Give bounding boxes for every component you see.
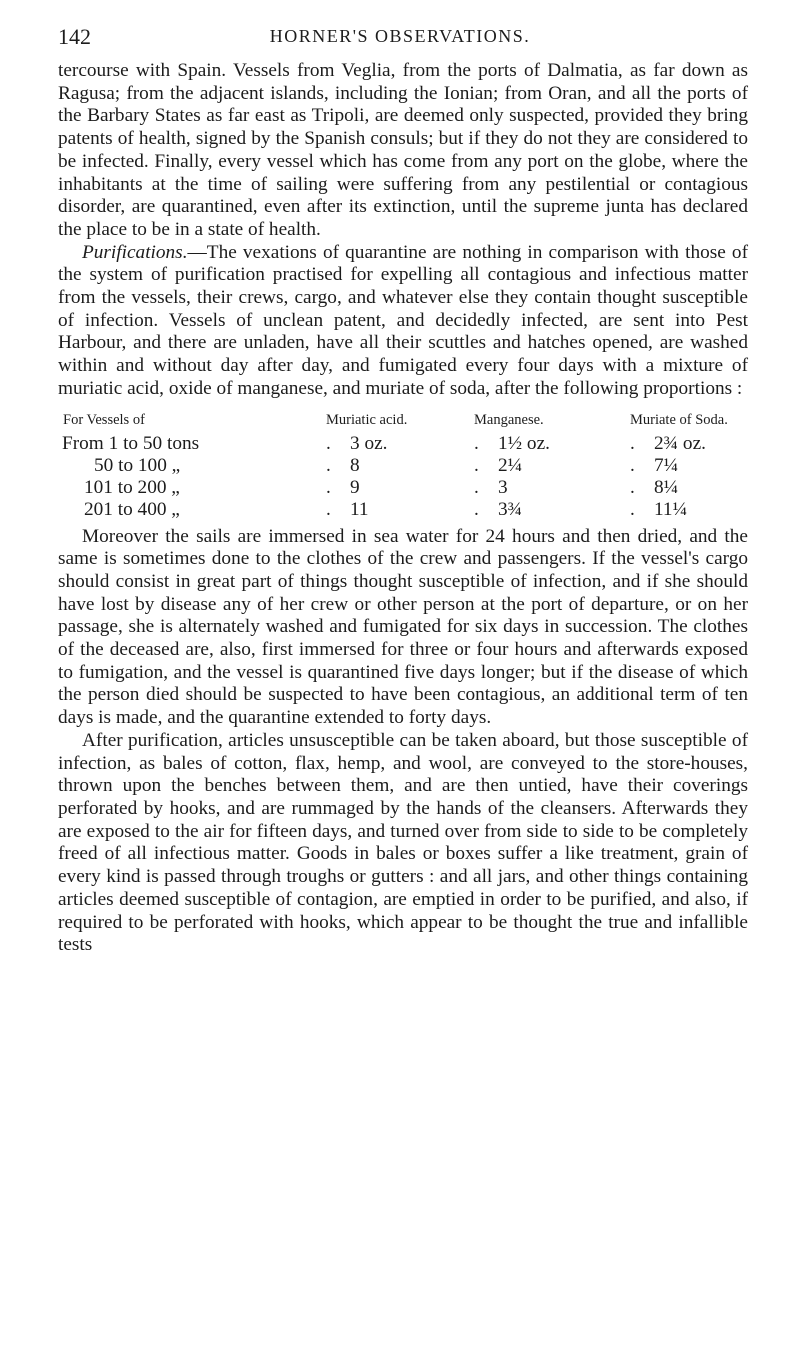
cell-soda: 8¼	[654, 476, 679, 498]
section-lead-in: Purifications.	[82, 241, 188, 263]
col-header-soda: Muriate of Soda.	[630, 411, 728, 428]
cell-soda: 7¼	[654, 454, 679, 476]
running-head: HORNER'S OBSERVATIONS.	[269, 26, 531, 46]
cell-vessels: 101 to 200 „	[84, 476, 180, 498]
cell-muriatic: 11	[350, 498, 369, 520]
paragraph-1: tercourse with Spain. Vessels from Veglia, from the ports of Dalmatia, as far down as Ragusa; from the adjacent islands, including the Ionian; from Oran, and all the ports of the Barbary States as far east as Tripoli, are deemed only suspected, provided they bring patents of health, signed by the Spanish consuls; but if they do not they are considered to be infected. Finally, every vessel which has come from any port on the globe, where the inhabitants at the time of sailing were suffering from any pestilential or contagious disorder, are quarantined, even after its extinction, until the supreme junta has declared the place to be in a state of health.	[58, 60, 748, 240]
page-body	[58, 60, 748, 957]
cell-vessels: From 1 to 50 tons	[62, 432, 200, 454]
table-row: From 1 to 50 tons . 3 oz. . 1½ oz. . 2¾ oz.	[58, 433, 748, 455]
cell-soda: 11¼	[654, 498, 688, 520]
cell-manganese: 3	[498, 476, 508, 498]
page-header	[58, 24, 742, 54]
col-header-manganese: Manganese.	[474, 411, 544, 428]
page-number: 142	[58, 24, 91, 49]
cell-manganese: 2¼	[498, 454, 523, 476]
paragraph-purifications	[58, 242, 748, 401]
cell-vessels: 50 to 100 „	[94, 454, 181, 476]
table-row: 50 to 100 „ . 8 . 2¼ . 7¼	[58, 455, 748, 477]
cell-muriatic: 8	[350, 454, 360, 476]
proportions-table	[58, 409, 748, 521]
col-header-muriatic: Muriatic acid.	[326, 411, 408, 428]
col-header-vessels: For Vessels of	[63, 411, 145, 428]
table-row: 201 to 400 „ . 11 . 3¾ . 11¼	[58, 499, 748, 521]
paragraph-3: Moreover the sails are immersed in sea water for 24 hours and then dried, and the same is sometimes done to the clothes of the crew and passengers. If the vessel's cargo should consist in great part of things thought susceptible of infection, and if she should have lost by disease any of her crew or other person at the port of departure, or on her passage, she is alternately washed and fumigated for six days in succession. The clothes of the deceased are, also, first immersed for three or four hours and afterwards exposed to fumigation, and the vessel is quarantined five days longer; but if the disease of which the person died should be suspected to have been contagious, an additional term of ten days is made, and the quarantine extended to forty days.	[58, 525, 748, 729]
cell-muriatic: 9	[350, 476, 360, 498]
cell-muriatic: 3 oz.	[350, 432, 388, 454]
paragraph-2-text: —The vexations of quarantine are nothing in comparison with those of the system of purification practised for expelling all contagious and infectious matter from the vessels, their crews, cargo, and whatever else they contain thought susceptible of infection. Vessels of unclean patent, and decidedly infected, are sent into Pest Harbour, and there are unladen, have all their scuttles and hatches opened, are washed within and without day after day, and fumigated every four days with a mixture of muriatic acid, oxide of manganese, and muriate of soda, after the following proportions :	[58, 241, 748, 399]
cell-soda: 2¾ oz.	[654, 432, 706, 454]
paragraph-4: After purification, articles unsusceptible can be taken aboard, but those susceptible of infection, as bales of cotton, flax, hemp, and wool, are conveyed to the store-houses, thrown upon the benches between them, and are then untied, have their coverings perforated by hooks, and are rummaged by the hands of the cleansers. Afterwards they are exposed to the air for fifteen days, and turned over from side to side to be completely freed of all infectious matter. Goods in bales or boxes suffer a like treatment, grain of every kind is passed through troughs or gutters : and all jars, and other things containing articles deemed susceptible of contagion, are emptied in order to be purified, and also, if required to be perforated with hooks, which appear to be thought the true and infallible tests	[58, 729, 748, 956]
table-header-row	[58, 409, 748, 433]
cell-vessels: 201 to 400 „	[84, 498, 180, 520]
table-row: 101 to 200 „ . 9 . 3 . 8¼	[58, 477, 748, 499]
cell-manganese: 1½ oz.	[498, 432, 550, 454]
cell-manganese: 3¾	[498, 498, 523, 520]
